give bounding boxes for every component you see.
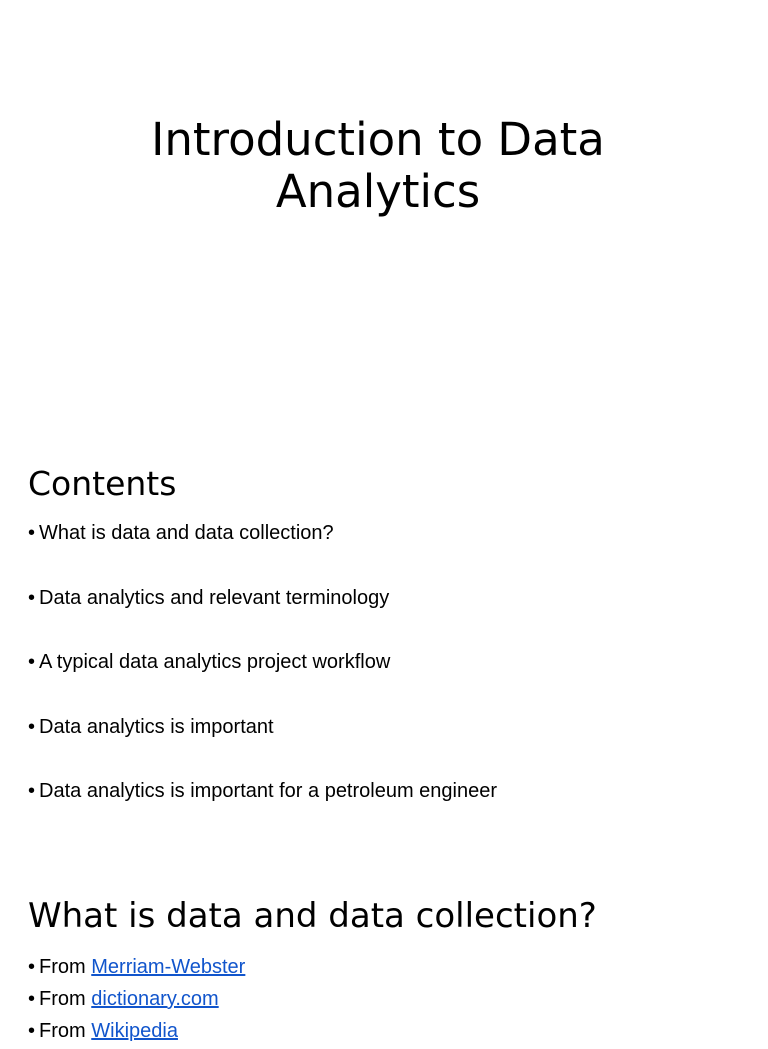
source-prefix: From (39, 988, 86, 1010)
title-line-2: Analytics (275, 165, 481, 218)
title-line-1: Introduction to Data (151, 113, 605, 166)
contents-list (28, 519, 497, 842)
source-item-merriam-webster (28, 953, 245, 985)
contents-item-label: A typical data analytics project workflow (39, 651, 391, 673)
contents-item-terminology (28, 584, 497, 649)
wikipedia-link[interactable]: Wikipedia (91, 1020, 178, 1042)
source-prefix: From (39, 956, 86, 978)
contents-heading: Contents (28, 464, 177, 503)
contents-item-label: What is data and data collection? (39, 522, 334, 544)
contents-item-workflow (28, 648, 497, 713)
contents-item-label: Data analytics is important for a petroleum engineer (39, 780, 498, 802)
bullet-icon: • (28, 586, 36, 609)
bullet-icon: • (28, 1020, 36, 1042)
presentation-title (0, 114, 756, 218)
bullet-icon: • (28, 651, 36, 673)
data-definition-heading: What is data and data collection? (28, 896, 597, 936)
dictionary-link[interactable]: dictionary.com (91, 988, 219, 1010)
source-item-wikipedia (28, 1017, 245, 1049)
merriam-webster-link[interactable]: Merriam-Webster (91, 956, 246, 978)
contents-item-label: Data analytics and relevant terminology (39, 586, 390, 609)
source-prefix: From (39, 1020, 86, 1042)
bullet-icon: • (28, 956, 36, 978)
bullet-icon: • (28, 780, 36, 802)
contents-item-label: Data analytics is important (39, 715, 274, 738)
contents-item-importance (28, 713, 497, 778)
bullet-icon: • (28, 522, 36, 544)
bullet-icon: • (28, 988, 36, 1010)
contents-item-data-collection (28, 519, 497, 584)
contents-item-petroleum-engineer (28, 777, 497, 842)
source-item-dictionary (28, 985, 245, 1017)
data-definition-list (28, 953, 245, 1049)
bullet-icon: • (28, 715, 36, 738)
